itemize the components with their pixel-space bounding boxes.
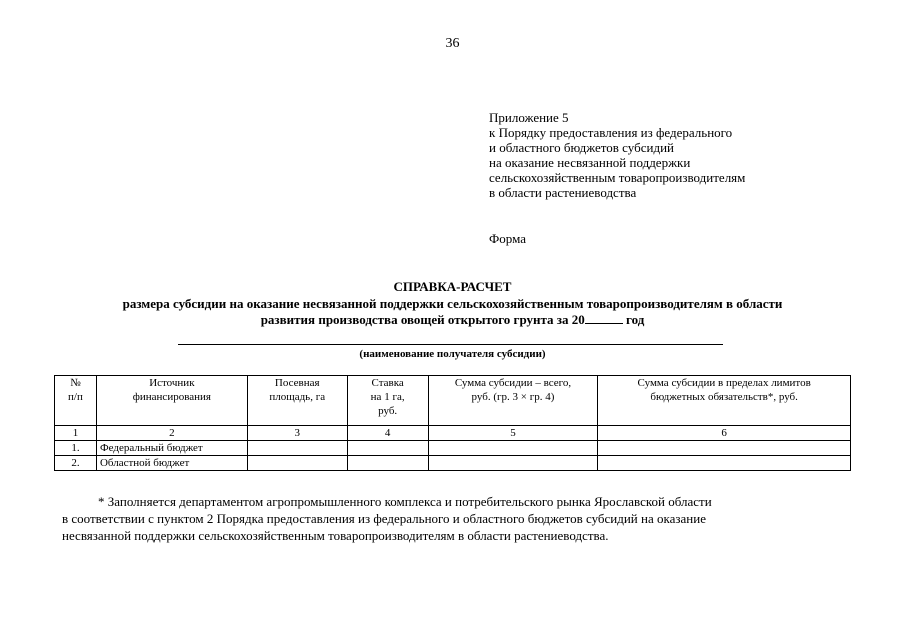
header-cell-rate: Ставка на 1 га, руб. bbox=[347, 376, 428, 426]
row-number: 2. bbox=[55, 456, 97, 471]
row-source: Федеральный бюджет bbox=[96, 441, 247, 456]
footnote-line-2: в соответствии с пунктом 2 Порядка предоставления из федерального и областного бюджетов субсидий на оказание bbox=[62, 511, 706, 526]
column-number: 5 bbox=[428, 426, 598, 441]
footnote bbox=[62, 493, 845, 544]
header-cell-number: № п/п bbox=[55, 376, 97, 426]
table-header-row bbox=[55, 376, 851, 426]
header-cell-area: Посевная площадь, га bbox=[247, 376, 347, 426]
column-number-row bbox=[55, 426, 851, 441]
header-cell-total: Сумма субсидии – всего, руб. (гр. 3 × гр. 4) bbox=[428, 376, 598, 426]
appendix-line: в области растениеводства bbox=[489, 185, 637, 200]
appendix-line: и областного бюджетов субсидий bbox=[489, 140, 674, 155]
appendix-block bbox=[489, 110, 889, 200]
column-number: 3 bbox=[247, 426, 347, 441]
appendix-line: на оказание несвязанной поддержки bbox=[489, 155, 691, 170]
subtitle-line-1: размера субсидии на оказание несвязанной поддержки сельскохозяйственным товаропроизводителям в области bbox=[122, 296, 783, 311]
header-cell-limit: Сумма субсидии в пределах лимитов бюджетных обязательств*, руб. bbox=[598, 376, 851, 426]
column-number: 1 bbox=[55, 426, 97, 441]
footnote-line-3: несвязанной поддержки сельскохозяйственным товаропроизводителям в области растениеводства. bbox=[62, 528, 609, 543]
page-number: 36 bbox=[445, 36, 460, 51]
subtitle-line-2 bbox=[40, 312, 865, 328]
row-number: 1. bbox=[55, 441, 97, 456]
row-area-cell[interactable] bbox=[247, 456, 347, 471]
row-total-cell[interactable] bbox=[428, 456, 598, 471]
column-number: 6 bbox=[598, 426, 851, 441]
footnote-line-1: * Заполняется департаментом агропромышленного комплекса и потребительского рынка Ярославской области bbox=[98, 494, 712, 509]
row-area-cell[interactable] bbox=[247, 441, 347, 456]
table-row bbox=[55, 441, 851, 456]
form-label: Форма bbox=[489, 231, 526, 246]
recipient-name-line[interactable] bbox=[178, 344, 723, 345]
year-blank-field[interactable] bbox=[585, 312, 623, 324]
appendix-line: к Порядку предоставления из федерального bbox=[489, 125, 733, 140]
document-subtitle bbox=[40, 296, 865, 328]
row-limit-cell[interactable] bbox=[598, 456, 851, 471]
recipient-caption: (наименование получателя субсидии) bbox=[359, 348, 546, 360]
appendix-line: сельскохозяйственным товаропроизводителям bbox=[489, 170, 746, 185]
row-rate-cell[interactable] bbox=[347, 441, 428, 456]
subtitle-line-2-start: развития производства овощей открытого грунта за 20 bbox=[260, 312, 585, 327]
column-number: 4 bbox=[347, 426, 428, 441]
appendix-line: Приложение 5 bbox=[489, 110, 569, 125]
header-cell-source: Источник финансирования bbox=[96, 376, 247, 426]
subsidy-table bbox=[54, 375, 851, 471]
row-source: Областной бюджет bbox=[96, 456, 247, 471]
subtitle-line-2-end: год bbox=[622, 312, 645, 327]
row-limit-cell[interactable] bbox=[598, 441, 851, 456]
document-title: СПРАВКА-РАСЧЕТ bbox=[393, 279, 512, 294]
row-rate-cell[interactable] bbox=[347, 456, 428, 471]
table-row bbox=[55, 456, 851, 471]
column-number: 2 bbox=[96, 426, 247, 441]
row-total-cell[interactable] bbox=[428, 441, 598, 456]
